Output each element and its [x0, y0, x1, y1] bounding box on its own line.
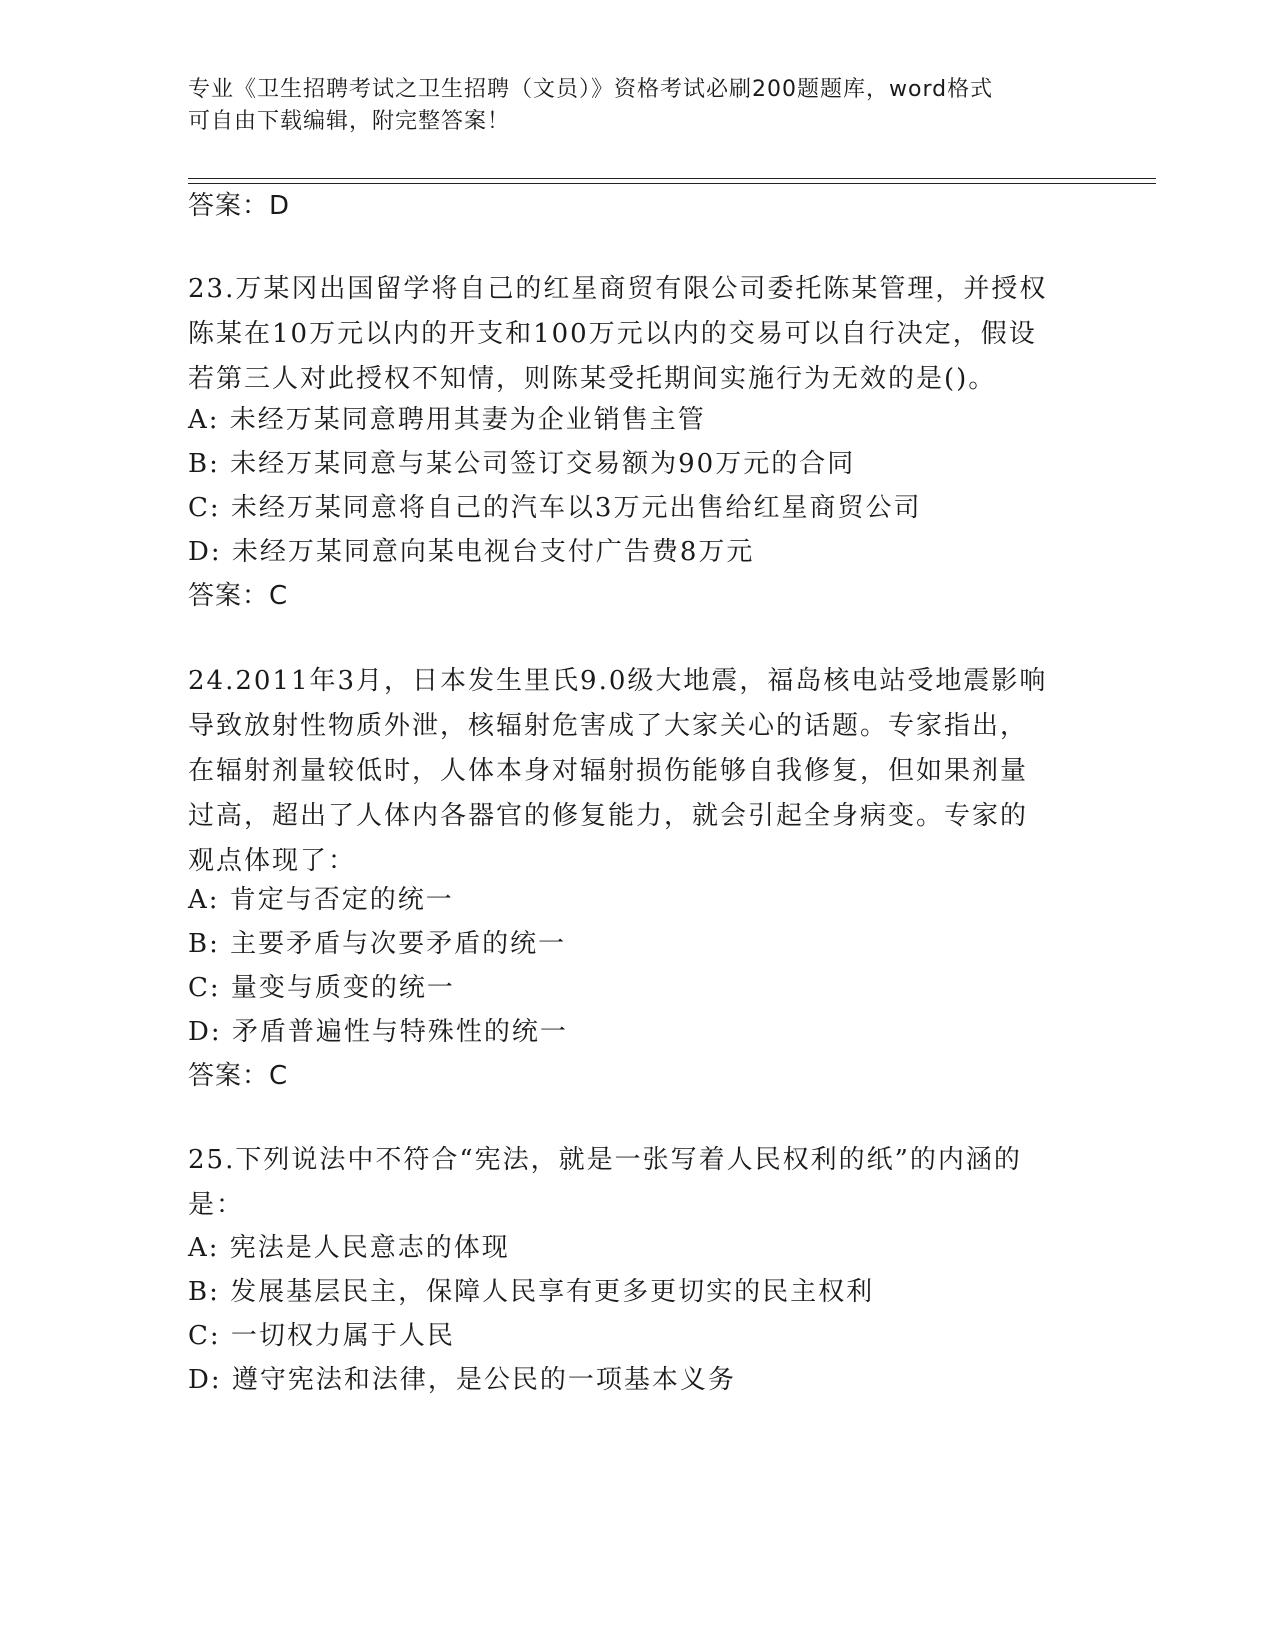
question-24-option-c: C: 量变与质变的统一: [188, 973, 455, 1003]
question-24-option-d: D: 矛盾普遍性与特殊性的统一: [188, 1017, 568, 1047]
question-23-option-b: B: 未经万某同意与某公司签订交易额为90万元的合同: [188, 449, 856, 479]
question-25-option-c: C: 一切权力属于人民: [188, 1321, 455, 1351]
question-23-text: 23.万某冈出国留学将自己的红星商贸有限公司委托陈某管理，并授权 陈某在10万元以内的开支和100万元以内的交易可以自行决定，假设 若第三人对此授权不知情，则陈某受托期间实施行为无效的是()。: [188, 274, 1048, 394]
header-title-line-2: 可自由下载编辑，附完整答案！: [188, 109, 511, 134]
header-title-line-1: 专业《卫生招聘考试之卫生招聘（文员）》资格考试必刷200题题库，word格式: [188, 77, 994, 102]
header-divider-top: [188, 178, 1156, 179]
header-divider-bottom: [188, 183, 1156, 184]
question-25-option-d: D: 遵守宪法和法律，是公民的一项基本义务: [188, 1365, 736, 1395]
question-24-option-b: B: 主要矛盾与次要矛盾的统一: [188, 929, 567, 959]
question-24-answer: 答案：C: [188, 1061, 289, 1091]
question-23-option-a: A: 未经万某同意聘用其妻为企业销售主管: [188, 405, 706, 435]
question-25-option-b: B: 发展基层民主，保障人民享有更多更切实的民主权利: [188, 1277, 875, 1307]
question-25-text: 25.下列说法中不符合“宪法，就是一张写着人民权利的纸”的内涵的 是：: [188, 1145, 1022, 1220]
answer-previous: 答案：D: [188, 191, 291, 221]
question-24-option-a: A: 肯定与否定的统一: [188, 885, 454, 915]
document-header: [188, 74, 1068, 138]
question-23-option-c: C: 未经万某同意将自己的汽车以3万元出售给红星商贸公司: [188, 493, 922, 523]
question-23-option-d: D: 未经万某同意向某电视台支付广告费8万元: [188, 537, 755, 567]
question-23-answer: 答案：C: [188, 581, 289, 611]
question-25-option-a: A: 宪法是人民意志的体现: [188, 1233, 510, 1263]
question-24-text: 24.2011年3月，日本发生里氏9.0级大地震，福岛核电站受地震影响 导致放射性物质外泄，核辐射危害成了大家关心的话题。专家指出， 在辐射剂量较低时，人体本身对辐射损伤能够自我修复，但如果剂量 过高，超出了人体内各器官的修复能力，就会引起全身病变。专家的 观点体现了：: [188, 666, 1048, 876]
